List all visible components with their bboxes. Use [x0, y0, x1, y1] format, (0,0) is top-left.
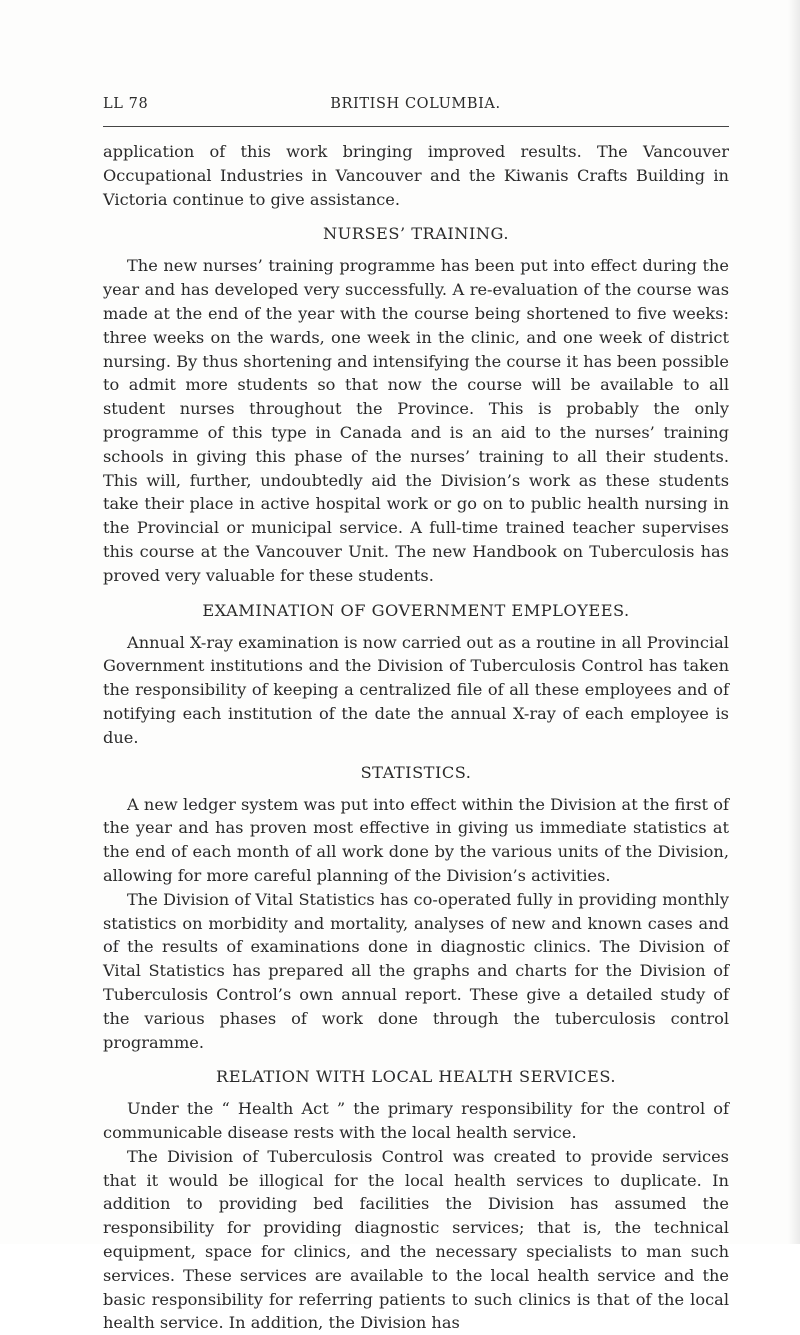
section-heading-nurses-training: NURSES’ TRAINING.	[322, 224, 510, 244]
paragraph: A new ledger system was put into effect within the Division at the first of the year and has proven most effective in giving us immediate statistics at the end of each month of all work done by the various units of the Division, allowing for more careful planning of the Division’s activities.	[103, 794, 729, 885]
section-heading-examination-of-government-employees: EXAMINATION OF GOVERNMENT EMPLOYEES.	[202, 600, 630, 620]
page-edge-shadow	[788, 0, 800, 1244]
page-header	[103, 96, 728, 126]
running-title: BRITISH COLUMBIA.	[330, 96, 501, 112]
page-number: LL 78	[103, 96, 149, 112]
section-heading-statistics: STATISTICS.	[360, 762, 472, 782]
header-rule	[103, 126, 729, 127]
paragraph: The Division of Vital Statistics has co-operated fully in providing monthly statistics on morbidity and mortality, analyses of new and known cases and of the results of examinations done in diagnostic clinics. The Division of Vital Statistics has prepared all the graphs and charts for the Division of Tuberculosis Control’s own annual report. These give a detailed study of the various phases of work done through the tuberculosis control programme.	[103, 889, 729, 1052]
paragraph: Annual X-ray examination is now carried out as a routine in all Provincial Government institutions and the Division of Tuberculosis Control has taken the responsibility of keeping a centralized file of all these employees and of notifying each institution of the date the annual X-ray of each employee is due.	[103, 632, 729, 747]
section-heading-relation-with-local-health-services: RELATION WITH LOCAL HEALTH SERVICES.	[216, 1067, 616, 1087]
page-body	[103, 140, 729, 1335]
paragraph: The Division of Tuberculosis Control was created to provide services that it would be illogical for the local health services to duplicate. In addition to providing bed facilities the Division has assumed the responsibility for providing diagnostic services; that is, the technical equipment, space for clinics, and the necessary specialists to man such services. These services are available to the local health service and the basic responsibility for referring patients to such clinics is that of the local health service. In addition, the Division has	[103, 1146, 729, 1333]
paragraph: The new nurses’ training programme has been put into effect during the year and has developed very successfully. A re-evaluation of the course was made at the end of the year with the course being shortened to five weeks: three weeks on the wards, one week in the clinic, and one week of district nursing. By thus shortening and intensifying the course it has been possible to admit more students so that now the course will be available to all student nurses throughout the Province. This is probably the only programme of this type in Canada and is an aid to the nurses’ training schools in giving this phase of the nurses’ training to all their students. This will, further, undoubtedly aid the Division’s work as these students take their place in active hospital work or go on to public health nursing in the Provincial or municipal service. A full-time trained teacher supervises this course at the Vancouver Unit. The new Handbook on Tuberculosis has proved very valuable for these students.	[103, 256, 729, 585]
paragraph: Under the “ Health Act ” the primary responsibility for the control of communicable disease rests with the local health service.	[103, 1099, 729, 1143]
continuation-paragraph: application of this work bringing improved results. The Vancouver Occupational Industries in Vancouver and the Kiwanis Crafts Building in Victoria continue to give assistance.	[103, 142, 729, 209]
